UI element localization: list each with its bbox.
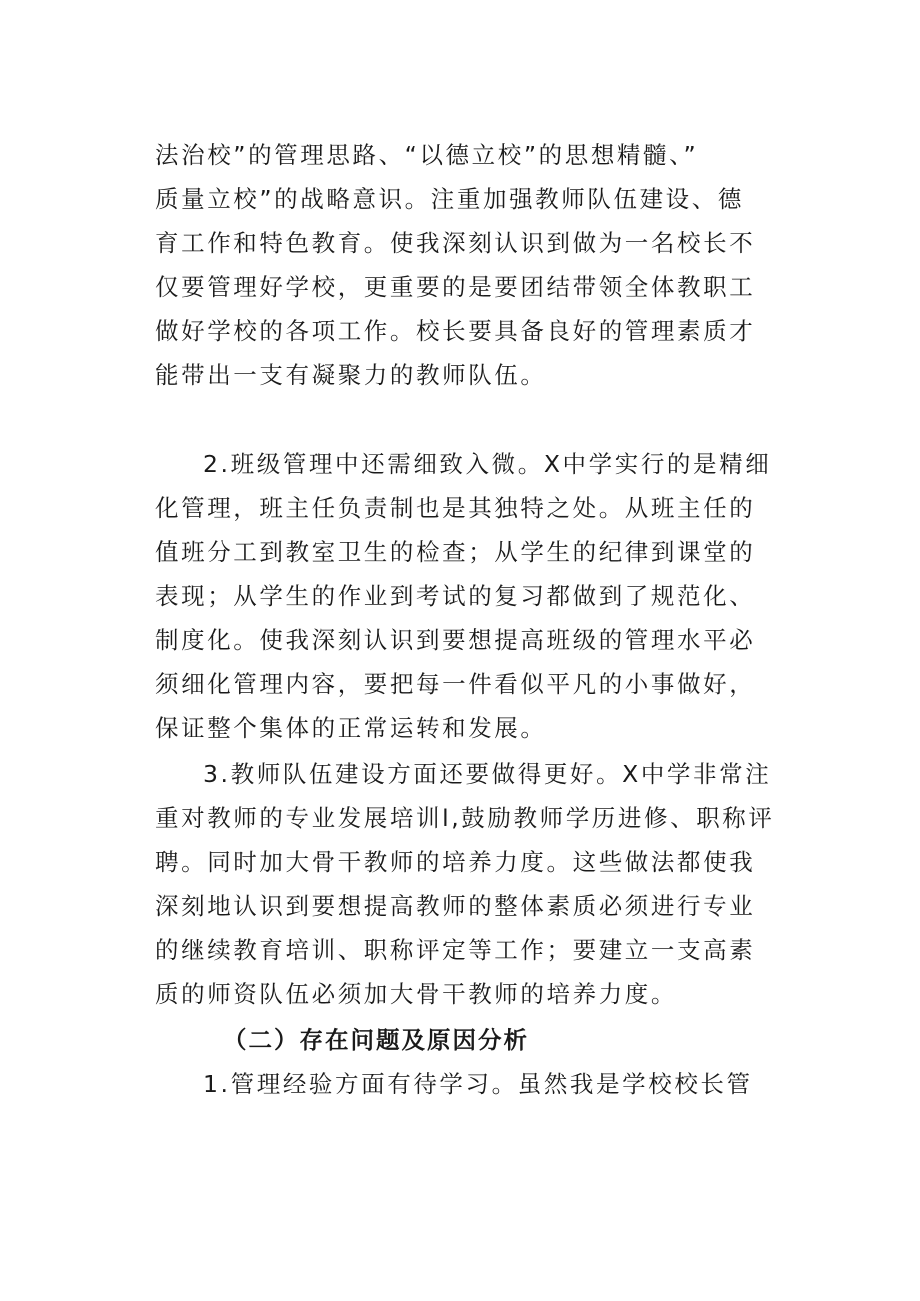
paragraph-line: 制度化。使我深刻认识到要想提高班级的管理水平必 [155, 626, 756, 654]
paragraph-3 [155, 752, 775, 1016]
paragraph-1 [155, 133, 767, 397]
paragraph-line: 仅要管理好学校，更重要的是要团结带领全体教职工 [155, 273, 756, 301]
paragraph-line: 做好学校的各项工作。校长要具备良好的管理素质才 [155, 317, 756, 345]
paragraph-line: 化管理，班主任负责制也是其独特之处。从班主任的 [155, 494, 756, 522]
paragraph-line: 法治校”的管理思路、“以德立校”的思想精髓、” [155, 141, 699, 169]
paragraph-line: 质量立校”的战略意识。注重加强教师队伍建设、德 [155, 185, 744, 213]
paragraph-line: 值班分工到教室卫生的检查；从学生的纪律到课堂的 [155, 538, 756, 566]
paragraph-line: 保证整个集体的正常运转和发展。 [155, 714, 547, 742]
paragraph-line: 的继续教育培训、职称评定等工作；要建立一支高素 [155, 936, 756, 964]
paragraph-line: 1.管理经验方面有待学习。虽然我是学校校长管 [203, 1070, 753, 1098]
section-heading: （二）存在问题及原因分析 [223, 1026, 529, 1054]
paragraph-line: 2.班级管理中还需细致入微。X中学实行的是精细 [203, 450, 772, 478]
section-heading-block [155, 1018, 767, 1062]
paragraph-4 [155, 1062, 767, 1106]
paragraph-line: 表现；从学生的作业到考试的复习都做到了规范化、 [155, 582, 756, 610]
paragraph-line: 重对教师的专业发展培训l,鼓励教师学历进修、职称评 [155, 804, 775, 832]
paragraph-line: 3.教师队伍建设方面还要做得更好。X中学非常注 [203, 760, 772, 788]
paragraph-line: 深刻地认识到要想提高教师的整体素质必须进行专业 [155, 892, 756, 920]
paragraph-2 [155, 442, 772, 750]
paragraph-line: 质的师资队伍必须加大骨干教师的培养力度。 [155, 980, 677, 1008]
paragraph-line: 能带出一支有凝聚力的教师队伍。 [155, 361, 547, 389]
paragraph-line: 聘。同时加大骨干教师的培养力度。这些做法都使我 [155, 848, 756, 876]
paragraph-line: 须细化管理内容，要把每一件看似平凡的小事做好， [155, 670, 756, 698]
paragraph-line: 育工作和特色教育。使我深刻认识到做为一名校长不 [155, 229, 756, 257]
